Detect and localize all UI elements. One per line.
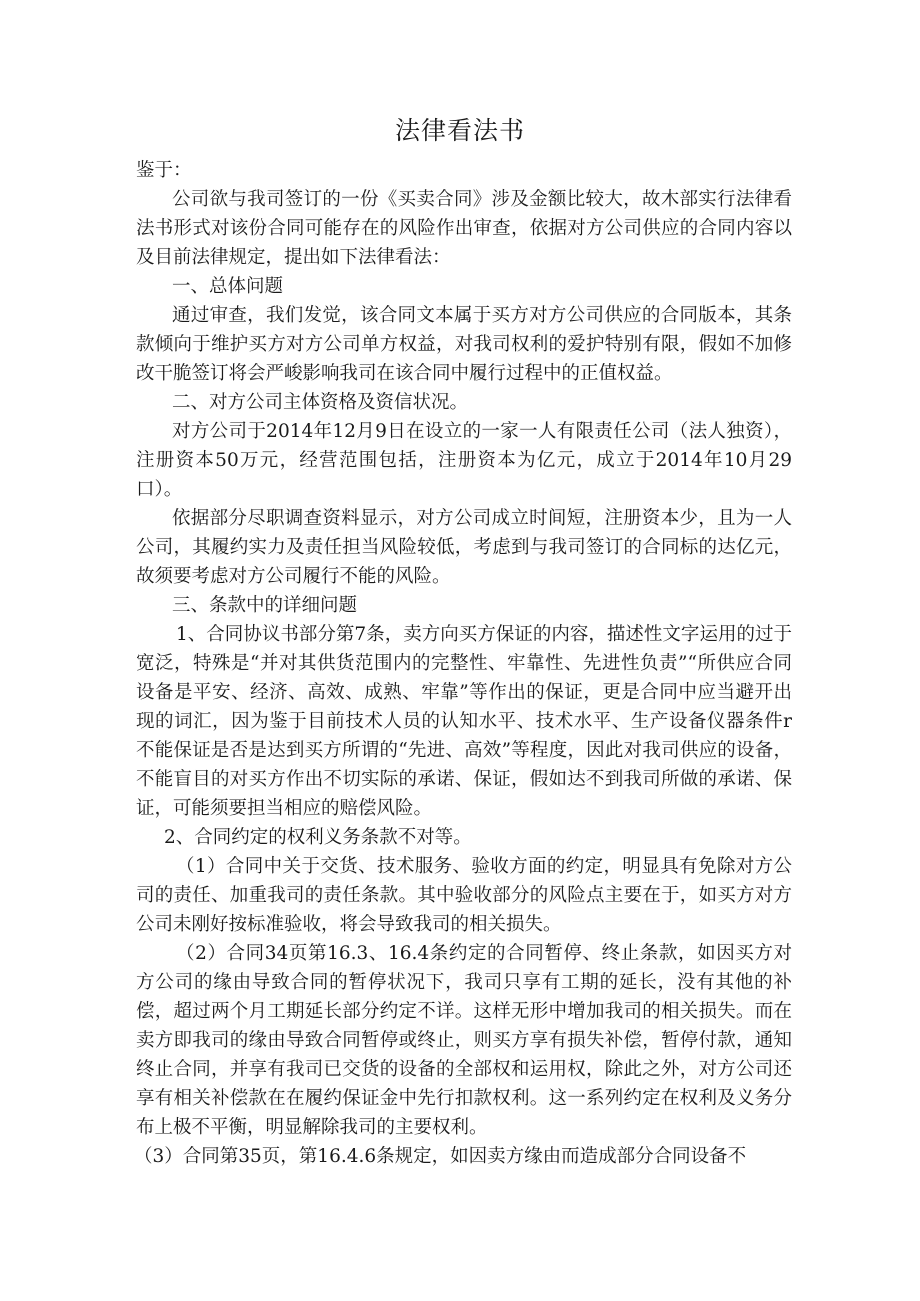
sub-clause-paragraph: （3）合同第35页，第16.4.6条规定，如因卖方缘由而造成部分合同设备不 bbox=[134, 1146, 747, 1167]
body-paragraph: 通过审查，我们发觉，该合同文本属于买方对方公司供应的合同版本，其条款倾向于维护买方对方公司单方权益，对我司权利的爱护特别有限，假如不加修改干脆签订将会严峻影响我司在该合同中履行过程中的正值权益。 bbox=[136, 305, 792, 384]
sub-clause-paragraph: （1）合同中关于交货、技术服务、验收方面的约定，明显具有免除对方公司的责任、加重我司的责任条款。其中验收部分的风险点主要在于，如买方对方公司未刚好按标准验收，将会导致我司的相关损失。 bbox=[136, 856, 792, 935]
document-body bbox=[136, 156, 792, 1171]
section-heading-2: 二、对方公司主体资格及资信状况。 bbox=[172, 392, 469, 413]
clause-paragraph: 1、合同协议书部分第7条，卖方向买方保证的内容，描述性文字运用的过于宽泛，特殊是“并对其供货范围内的完整性、牢靠性、先进性负责”“所供应合同设备是平安、经济、高效、成熟、牢靠”等作出的保证，更是合同中应当避开出现的词汇，因为鉴于目前技术人员的认知水平、技术水平、生产设备仪器条件r不能保证是否是达到买方所谓的“先进、高效”等程度，因此对我司供应的设备，不能盲目的对买方作出不切实际的承诺、保证，假如达不到我司所做的承诺、保证，可能须要担当相应的赔偿风险。 bbox=[136, 624, 792, 819]
intro-paragraph: 公司欲与我司签订的一份《买卖合同》涉及金额比较大，故木部实行法律看法书形式对该份合同可能存在的风险作出审查，依据对方公司供应的合同内容以及目前法律规定，提出如下法律看法： bbox=[136, 189, 792, 268]
body-paragraph: 依据部分尽职调查资料显示，对方公司成立时间短，注册资本少，且为一人公司，其履约实力及责任担当风险较低，考虑到与我司签订的合同标的达亿元，故须要考虑对方公司履行不能的风险。 bbox=[136, 508, 792, 587]
salutation: 鉴于： bbox=[136, 160, 192, 181]
body-paragraph: 对方公司于2014年12月9日在设立的一家一人有限责任公司（法人独资），注册资本50万元，经营范围包括，注册资本为亿元，成立于2014年10月29口）。 bbox=[136, 421, 792, 500]
section-heading-1: 一、总体问题 bbox=[172, 276, 284, 297]
sub-clause-paragraph: （2）合同34页第16.3、16.4条约定的合同暂停、终止条款，如因买方对方公司的缘由导致合同的暂停状况下，我司只享有工期的延长，没有其他的补偿，超过两个月工期延长部分约定不详。这样无形中增加我司的相关损失。而在卖方即我司的缘由导致合同暂停或终止，则买方享有损失补偿，暂停付款，通知终止合同，并享有我司已交货的设备的全部权和运用权，除此之外，对方公司还享有相关补偿款在在履约保证金中先行扣款权利。这一系列约定在权利及义务分布上极不平衡，明显解除我司的主要权利。 bbox=[136, 943, 792, 1138]
document-title: 法律看法书 bbox=[394, 116, 525, 145]
section-heading-3: 三、条款中的详细问题 bbox=[172, 595, 358, 616]
clause-paragraph: 2、合同约定的权利义务条款不对等。 bbox=[164, 827, 472, 848]
